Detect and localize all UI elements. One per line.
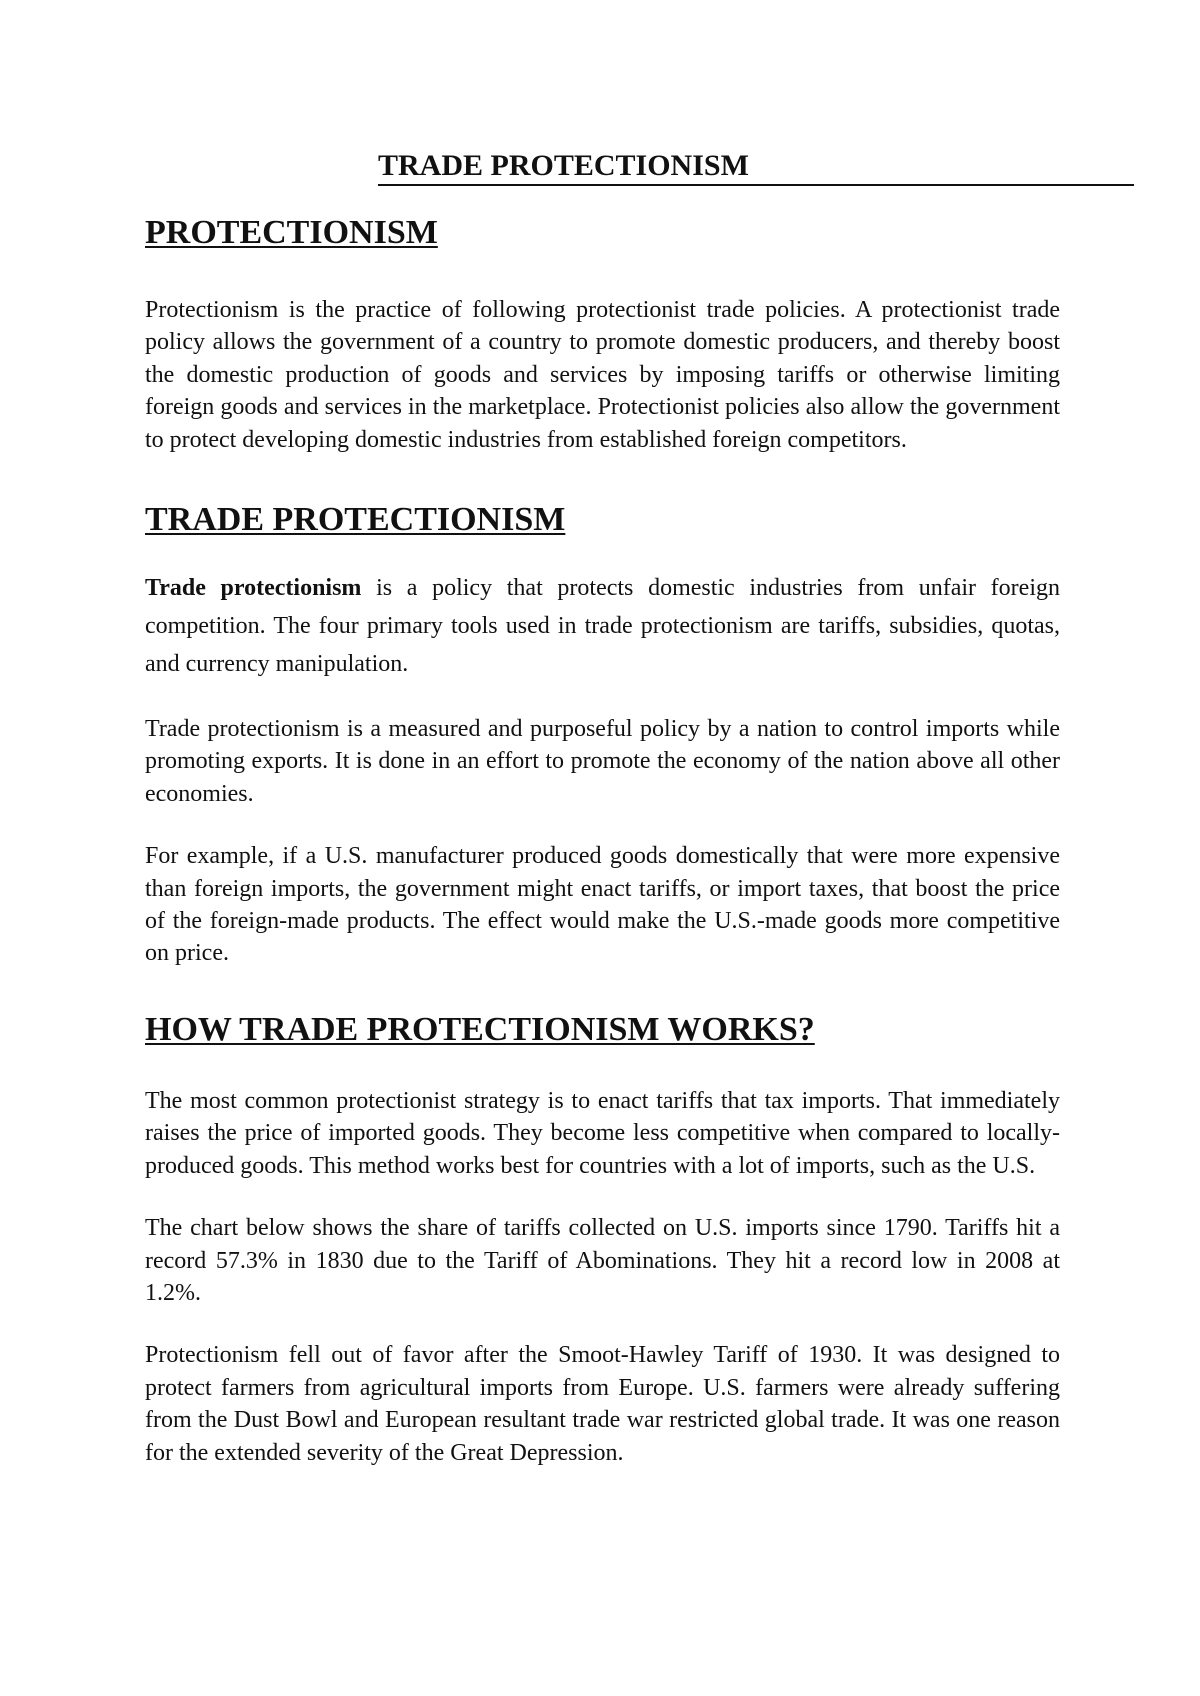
trade-protectionism-bold-term: Trade protectionism [145, 575, 362, 602]
tariff-history-paragraph: The chart below shows the share of tariffs collected on U.S. imports since 1790. Tariffs hit a record 57.3% in 1830 due to the Tariff of Abominations. They hit a record low in 2008 at 1.2%. [145, 1215, 1060, 1306]
trade-protectionism-example-paragraph: For example, if a U.S. manufacturer produced goods domestically that were more expensive than foreign imports, the government might enact tariffs, or import taxes, that boost the price of the foreign-made products. The effect would make the U.S.-made goods more competitive on price. [145, 843, 1060, 967]
smoot-hawley-paragraph: Protectionism fell out of favor after the Smoot-Hawley Tariff of 1930. It was designed to protect farmers from agricultural imports from Europe. U.S. farmers were already suffering from the Dust Bowl and European resultant trade war restricted global trade. It was one reason for the extended severity of the Great Depression. [145, 1342, 1060, 1466]
document-body [145, 212, 1060, 1469]
document-title [378, 148, 1134, 186]
protectionism-definition-paragraph: Protectionism is the practice of following protectionist trade policies. A protectionist trade policy allows the government of a country to promote domestic producers, and thereby boost the domestic production of goods and services by imposing tariffs or otherwise limiting foreign goods and services in the marketplace. Protectionist policies also allow the government to protect developing domestic industries from established foreign competitors. [145, 297, 1060, 453]
document-title-text: TRADE PROTECTIONISM [378, 149, 749, 182]
section-heading-how-it-works: HOW TRADE PROTECTIONISM WORKS? [145, 1010, 815, 1048]
trade-protectionism-policy-paragraph: Trade protectionism is a measured and purposeful policy by a nation to control imports while promoting exports. It is done in an effort to promote the economy of the nation above all other economies. [145, 716, 1060, 807]
section-heading-protectionism: PROTECTIONISM [145, 214, 438, 251]
tariff-strategy-paragraph: The most common protectionist strategy is to enact tariffs that tax imports. That immediately raises the price of imported goods. They become less competitive when compared to locally-produced goods. This method works best for countries with a lot of imports, such as the U.S. [145, 1087, 1060, 1179]
trade-protectionism-definition-paragraph [145, 569, 1060, 683]
section-heading-trade-protectionism: TRADE PROTECTIONISM [145, 501, 566, 539]
trade-protectionism-definition-text: is a policy that protects domestic industries from unfair foreign competition. The four primary tools used in trade protectionism are tariffs, subsidies, quotas, and currency manipulation. [145, 575, 1060, 678]
